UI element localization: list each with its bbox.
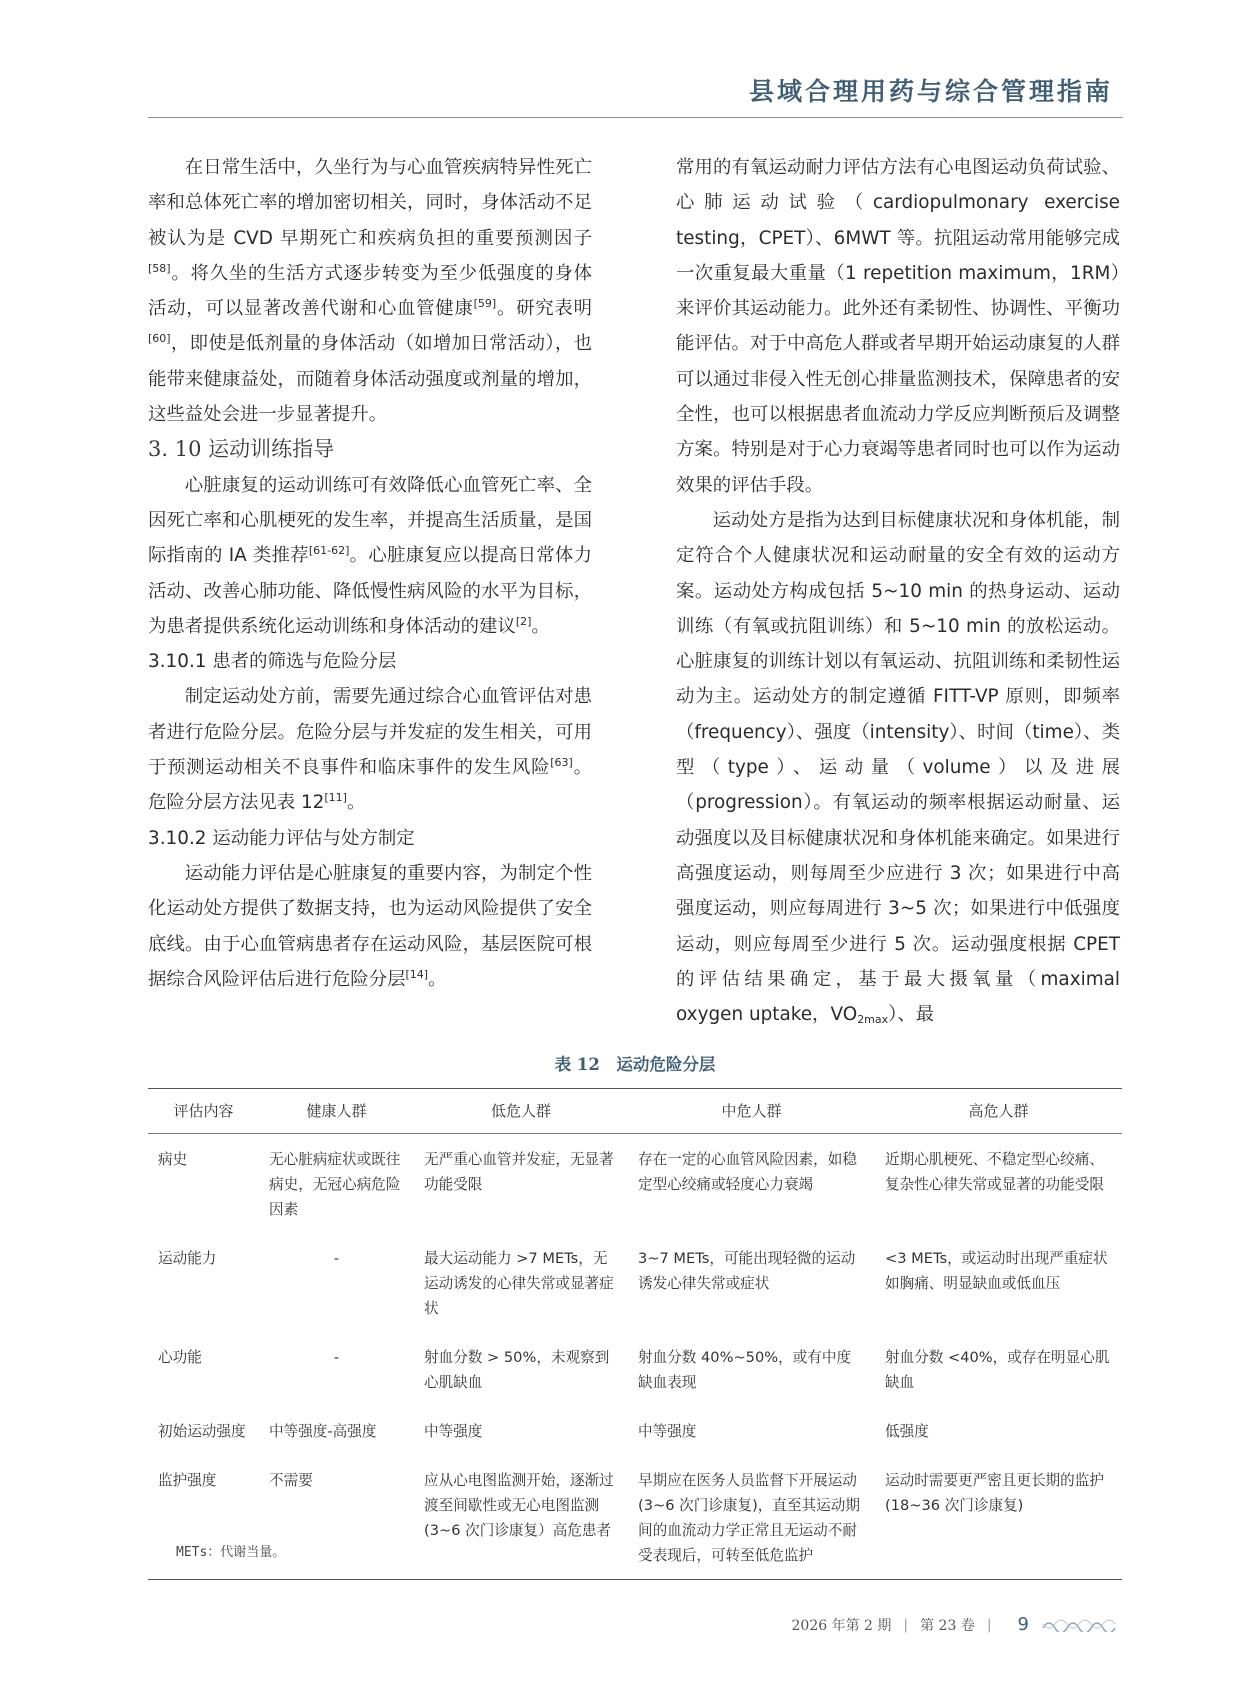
table-row <box>148 1332 1122 1406</box>
table-cell: <3 METs，或运动时出现严重症状如胸痛、明显缺血或低血压 <box>885 1250 1108 1292</box>
text-run: 3. 10 运动训练指导 <box>148 437 335 462</box>
table-cell: 运动时需要更严密且更长期的监护 (18~36 次门诊康复) <box>875 1455 1122 1580</box>
risk-stratification-table <box>148 1088 1122 1580</box>
table-cell: 射血分数 > 50%，未观察到心肌缺血 <box>424 1349 610 1391</box>
table-cell: 无心脏病症状或既往病史，无冠心病危险因素 <box>269 1151 401 1218</box>
subscript: 2max <box>857 1013 889 1027</box>
page-number: 9 <box>1017 1614 1029 1635</box>
table-cell: 射血分数 <40%，或存在明显心肌缺血 <box>885 1349 1110 1391</box>
table-row-label: 病史 <box>158 1151 188 1168</box>
left-text-column <box>148 150 592 997</box>
table-row <box>148 1134 1122 1234</box>
running-header-title: 县域合理用药与综合管理指南 <box>748 77 1113 106</box>
text-run: 制定运动处方前，需要先通过综合心血管评估对患者进行危险分层。危险分层与并发症的发生相关，可用于预测运动相关不良事件和临床事件的发生风险 <box>148 686 592 779</box>
table-cell: 不需要 <box>259 1455 414 1580</box>
section-heading <box>148 432 592 467</box>
text-run: 3.10.2 运动能力评估与处方制定 <box>148 827 415 849</box>
table-cell: 低强度 <box>885 1423 929 1440</box>
text-run: 心脏康复的运动训练可有效降低心血管死亡率、全因死亡率和心肌梗死的发生率，并提高生活质量，是国际指南的 IA 类推荐 <box>148 474 592 567</box>
citation-ref: [58] <box>148 261 171 275</box>
right-text-column <box>676 150 1120 1032</box>
text-run: 运动能力评估是心脏康复的重要内容，为制定个性化运动处方提供了数据支持，也为运动风险提供了安全底线。由于心血管病患者存在运动风险，基层医院可根据综合风险评估后进行危险分层 <box>148 862 592 990</box>
table-row-label: 心功能 <box>158 1349 202 1366</box>
body-paragraph <box>676 503 1120 1032</box>
table-cell: 近期心肌梗死、不稳定型心绞痛、复杂性心律失常或显著的功能受限 <box>885 1151 1104 1193</box>
body-paragraph <box>148 856 592 997</box>
table-row-label: 初始运动强度 <box>158 1423 246 1440</box>
citation-ref: [11] <box>324 791 347 805</box>
table-header-cell: 中危人群 <box>628 1089 875 1134</box>
table-cell: 早期应在医务人员监督下开展运动(3~6 次门诊康复)，直至其运动期间的血流动力学正常且无运动不耐受表现后，可转至低危监护 <box>628 1455 875 1580</box>
body-paragraph <box>148 679 592 820</box>
table-header-cell: 低危人群 <box>414 1089 628 1134</box>
table-header-cell: 高危人群 <box>875 1089 1122 1134</box>
table-cell: 最大运动能力 >7 METs，无运动诱发的心律失常或显著症状 <box>424 1250 614 1317</box>
table-row <box>148 1233 1122 1332</box>
citation-ref: [59] <box>473 297 497 311</box>
body-paragraph-continued <box>676 150 1120 503</box>
table-row <box>148 1455 1122 1580</box>
footer-separator: | <box>903 1616 909 1633</box>
citation-ref: [61-62] <box>308 544 350 558</box>
table-footnote: METs：代谢当量。 <box>176 1545 286 1560</box>
text-run: 。将久坐的生活方式逐步转变为至少低强度的身体活动，可以显著改善代谢和心血管健康 <box>148 262 592 320</box>
table-row-label: 监护强度 <box>148 1455 259 1580</box>
table-header-cell: 健康人群 <box>259 1089 414 1134</box>
citation-ref: [14] <box>405 967 429 981</box>
subsection-heading <box>148 821 592 856</box>
text-run: 运动处方是指为达到目标健康状况和身体机能，制定符合个人健康状况和运动耐量的安全有效的运动方案。运动处方构成包括 5~10 min 的热身运动、运动训练（有氧或抗阻训练）和 5~10 min 的放松运动。心脏康复的训练计划以有氧运动、抗阻训练和柔韧性运动为主。运动处方的制定遵循 FITT-VP 原则，即频率（frequency）、强度（intensity）、时间（time）、类型（type）、运动量（volume）以及进展（progression）。有氧运动的频率根据运动耐量、运动强度以及目标健康状况和身体机能来确定。如果进行高强度运动，则每周至少应进行 3 次；如果进行中高强度运动，则应每周进行 3~5 次；如果进行中低强度运动，则应每周至少进行 5 次。运动强度根据 CPET 的评估结果确定，基于最大摄氧量（maximal oxygen uptake，VO <box>676 509 1120 1026</box>
table-row <box>148 1406 1122 1455</box>
table-cell: 存在一定的心血管风险因素，如稳定型心绞痛或轻度心力衰竭 <box>638 1151 857 1193</box>
text-run: 3.10.1 患者的筛选与危险分层 <box>148 651 397 673</box>
table-cell: 中等强度 <box>424 1423 483 1440</box>
table-cell: 应从心电图监测开始，逐渐过渡至间歇性或无心电图监测(3~6 次门诊康复）高危患者 <box>414 1455 628 1580</box>
text-run: 。危险分层方法见表 12 <box>148 757 592 814</box>
text-run: 。 <box>346 792 366 814</box>
table-caption: 表 12 运动危险分层 <box>554 1055 716 1074</box>
text-run: 。心脏康复应以提高日常体力活动、改善心肺功能、降低慢性病风险的水平为目标，为患者提供系统化运动训练和身体活动的建议 <box>148 545 592 637</box>
body-paragraph <box>148 150 592 432</box>
text-run: ）、最 <box>888 1004 935 1026</box>
text-run: 常用的有氧运动耐力评估方法有心电图运动负荷试验、心肺运动试验（cardiopulmonary exercise testing，CPET）、6MWT 等。抗阻运动常用能够完成一次重复最大重量（1 repetition maximum，1RM）来评价其运动能力。此外还有柔韧性、协调性、平衡功能评估。对于中高危人群或者早期开始运动康复的人群可以通过非侵入性无创心排量监测技术，保障患者的安全性，也可以根据患者血流动力学反应判断预后及调整方案。特别是对于心力衰竭等患者同时也可以作为运动效果的评估手段。 <box>676 157 1120 496</box>
table-cell: 中等强度-高强度 <box>269 1423 377 1440</box>
table-cell: 3~7 METs，可能出现轻微的运动诱发心律失常或症状 <box>638 1250 856 1292</box>
table-header-cell: 评估内容 <box>148 1089 259 1134</box>
citation-ref: [60] <box>148 332 171 346</box>
table-cell: - <box>333 1349 340 1366</box>
table-cell: - <box>333 1250 340 1267</box>
wave-decoration-icon <box>1041 1618 1121 1632</box>
text-run: 。研究表明 <box>496 298 592 320</box>
text-run: 。 <box>531 615 550 637</box>
subsection-heading <box>148 644 592 679</box>
citation-ref: [2] <box>515 614 532 628</box>
text-run: 。 <box>428 968 447 990</box>
risk-stratification-table-wrap <box>148 1088 1122 1580</box>
footer-separator: | <box>986 1616 992 1633</box>
citation-ref: [63] <box>550 756 573 770</box>
table-cell: 无严重心血管并发症，无显著功能受限 <box>424 1151 614 1193</box>
table-header-row <box>148 1089 1122 1134</box>
text-run: ，即使是低剂量的身体活动（如增加日常活动），也能带来健康益处，而随着身体活动强度或剂量的增加，这些益处会进一步显著提升。 <box>148 333 592 426</box>
body-paragraph <box>148 468 592 644</box>
page-footer <box>792 1614 1122 1635</box>
table-row-label: 运动能力 <box>158 1250 217 1267</box>
footer-issue: 2026 年第 2 期 <box>791 1617 892 1634</box>
footer-volume: 第 23 卷 <box>920 1617 975 1634</box>
table-cell: 中等强度 <box>638 1423 697 1440</box>
header-divider <box>148 117 1123 118</box>
text-run: 在日常生活中，久坐行为与心血管疾病特异性死亡率和总体死亡率的增加密切相关，同时，身体活动不足被认为是 CVD 早期死亡和疾病负担的重要预测因子 <box>148 157 592 249</box>
table-cell: 射血分数 40%~50%，或有中度缺血表现 <box>638 1349 852 1391</box>
